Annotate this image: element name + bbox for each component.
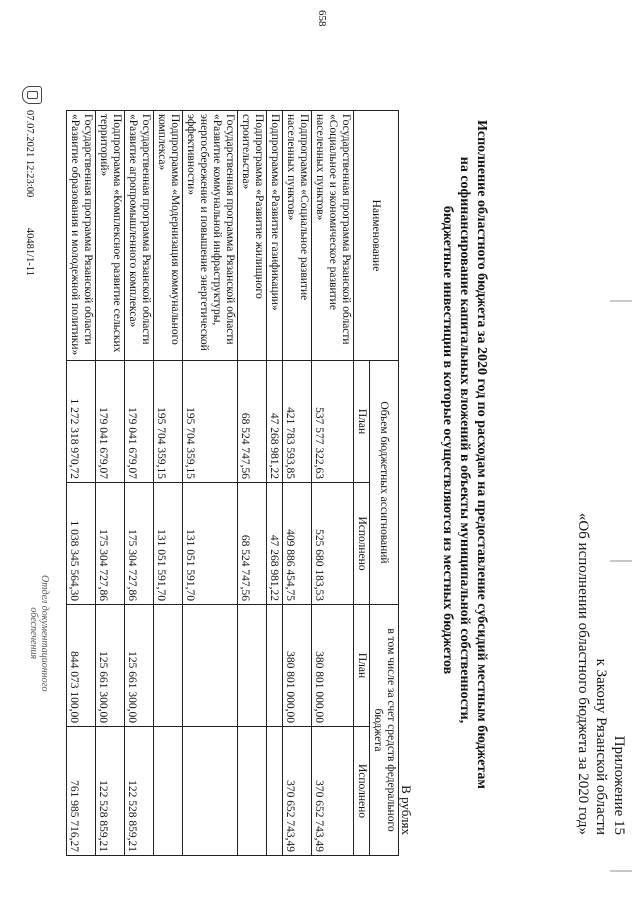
row-exec: 1 038 345 564,30 <box>67 483 96 605</box>
row-fed-plan <box>183 605 238 727</box>
row-name: Подпрограмма «Социальное развитие населенных пунктов» <box>283 111 312 361</box>
header-volume-plan: План <box>354 361 370 483</box>
document-title <box>439 120 490 789</box>
row-exec: 175 304 727,86 <box>125 483 154 605</box>
row-name: Государственная программа Рязанской области «Развитие агропромышленного комплекса» <box>125 111 154 361</box>
footer-dept-line-1: Отдел документационного <box>39 575 50 692</box>
row-fed-exec: 761 985 716,27 <box>67 727 96 856</box>
row-fed-plan: 125 661 300,00 <box>96 605 125 727</box>
footer-dept-line-2: обеспечения <box>28 607 39 660</box>
units-label: В рублях <box>399 785 414 835</box>
row-exec: 47 268 981,22 <box>267 483 283 605</box>
row-fed-exec: 122 528 859,21 <box>96 727 125 856</box>
row-fed-plan: 844 073 100,00 <box>67 605 96 727</box>
row-plan: 47 268 981,22 <box>267 361 283 483</box>
row-plan: 179 041 679,07 <box>96 361 125 483</box>
footer-datetime: 07.07.2021 12:23:00 <box>24 110 35 198</box>
row-fed-exec: 122 528 859,21 <box>125 727 154 856</box>
row-name: Подпрограмма «Развитие жилищного строительства» <box>238 111 267 361</box>
row-plan: 537 577 322,63 <box>312 361 354 483</box>
title-line-3: бюджетные инвестиции в которые осуществляются из местных бюджетов <box>440 205 455 675</box>
row-name: Государственная программа Рязанской области «Развитие образования и молодежной политики» <box>67 111 96 361</box>
binding-mark <box>610 560 632 562</box>
table-row <box>238 111 267 856</box>
appendix-law: к Закону Рязанской области <box>593 658 609 835</box>
row-fed-exec: 370 652 743,49 <box>283 727 312 856</box>
header-federal-exec: Исполнено <box>354 727 370 856</box>
row-exec: 525 680 183,53 <box>312 483 354 605</box>
binding-mark <box>610 300 632 302</box>
page-number: 658 <box>316 10 328 27</box>
row-fed-exec <box>154 727 183 856</box>
table-row <box>312 111 354 856</box>
table-row <box>125 111 154 856</box>
footer-doc-code: 40481/1-11 <box>24 227 35 276</box>
row-name: Подпрограмма «Развитие газификации» <box>267 111 283 361</box>
header-volume-exec: Исполнено <box>354 483 370 605</box>
row-fed-exec <box>238 727 267 856</box>
row-plan: 195 704 359,15 <box>183 361 238 483</box>
row-exec: 131 051 591,70 <box>183 483 238 605</box>
table-row <box>183 111 238 856</box>
row-fed-plan: 380 801 000,00 <box>283 605 312 727</box>
row-name: Подпрограмма «Модернизация коммунального комплекса» <box>154 111 183 361</box>
row-fed-plan: 380 801 000,00 <box>312 605 354 727</box>
header-volume: Объем бюджетных ассигнований <box>370 361 399 605</box>
title-line-1: Исполнение областного бюджета за 2020 год по расходам на предоставление субсидий местным бюджетам <box>474 120 489 789</box>
row-exec: 131 051 591,70 <box>154 483 183 605</box>
header-federal-plan: План <box>354 605 370 727</box>
row-plan: 68 524 747,56 <box>238 361 267 483</box>
row-exec: 409 886 454,75 <box>283 483 312 605</box>
footer-department <box>28 575 50 692</box>
footer-stamp <box>24 110 35 304</box>
row-plan: 1 272 318 970,72 <box>67 361 96 483</box>
row-name: Подпрограмма «Комплексное развитие сельских территорий» <box>96 111 125 361</box>
appendix-number: Приложение 15 <box>611 735 627 835</box>
row-plan: 195 704 359,15 <box>154 361 183 483</box>
binding-mark <box>610 870 632 872</box>
row-fed-exec: 370 652 743,49 <box>312 727 354 856</box>
emblem-icon <box>22 86 42 104</box>
appendix-law-title: «Об исполнении областного бюджета за 2020 год» <box>575 512 591 835</box>
row-exec: 68 524 747,56 <box>238 483 267 605</box>
row-plan: 179 041 679,07 <box>125 361 154 483</box>
header-name: Наименование <box>354 111 399 361</box>
table-row <box>154 111 183 856</box>
row-exec: 175 304 727,86 <box>96 483 125 605</box>
row-fed-plan <box>238 605 267 727</box>
header-federal: в том числе за счет средств федерального бюджета <box>370 605 399 856</box>
table-row <box>96 111 125 856</box>
row-fed-plan <box>154 605 183 727</box>
row-fed-exec <box>183 727 238 856</box>
row-plan: 421 783 593,85 <box>283 361 312 483</box>
row-fed-exec <box>267 727 283 856</box>
title-line-2: на софинансирование капитальных вложений в объекты муниципальной собственности, <box>457 156 472 724</box>
row-fed-plan <box>267 605 283 727</box>
row-name: Государственная программа Рязанской области «Развитие коммунальной инфраструктуры, энергосбережение и повышение энергетической эффективности» <box>183 111 238 361</box>
table-row <box>67 111 96 856</box>
row-fed-plan: 125 661 300,00 <box>125 605 154 727</box>
table-row <box>283 111 312 856</box>
table-row <box>267 111 283 856</box>
budget-table <box>66 110 399 856</box>
row-name: Государственная программа Рязанской области «Социальное и экономическое развитие населенных пунктов» <box>312 111 354 361</box>
